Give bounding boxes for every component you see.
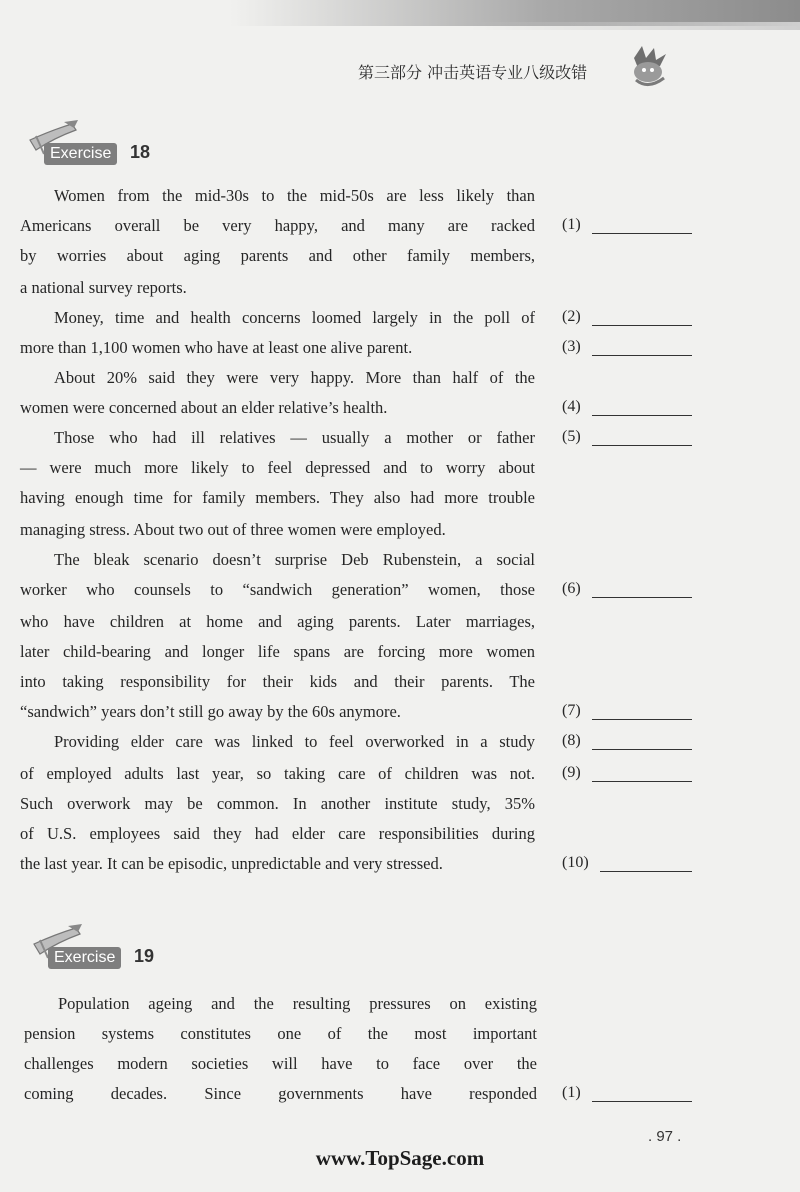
- passage-line: into taking responsibility for their kids and their parents. The: [20, 672, 535, 691]
- header-decorative-band-lower: [470, 22, 800, 30]
- blank-underline: [592, 415, 692, 416]
- exercise-19-number: 19: [134, 946, 155, 966]
- page-header-title: 第三部分 冲击英语专业八级改错: [358, 63, 588, 82]
- exercise-18-number: 18: [130, 142, 151, 162]
- blank-underline: [592, 445, 692, 446]
- passage-line: by worries about aging parents and other family members,: [20, 246, 535, 265]
- passage-line: Americans overall be very happy, and many are racked: [20, 216, 535, 235]
- blank-underline: [592, 781, 692, 782]
- blank-underline: [592, 597, 692, 598]
- answer-blank-2[interactable]: [562, 308, 692, 328]
- passage-line: challenges modern societies will have to face over the: [24, 1054, 537, 1073]
- blank-label: (1): [562, 1084, 581, 1101]
- passage-line: Providing elder care was linked to feel overworked in a study: [54, 732, 535, 751]
- answer-blank-1[interactable]: [562, 216, 692, 236]
- exercise-19-badge: [26, 924, 176, 974]
- passage-line: coming decades. Since governments have responded: [24, 1084, 537, 1103]
- answer-blank-7[interactable]: [562, 702, 692, 722]
- blank-label: (2): [562, 308, 581, 325]
- passage-line: About 20% said they were very happy. More than half of the: [54, 368, 535, 387]
- blank-label: (6): [562, 580, 581, 597]
- passage-line: of employed adults last year, so taking care of children was not.: [20, 764, 535, 783]
- passage-line: “sandwich” years don’t still go away by the 60s anymore.: [20, 702, 401, 721]
- answer-blank-10[interactable]: [562, 854, 692, 874]
- page-number: . 97 .: [648, 1128, 682, 1145]
- answer-blank-6[interactable]: [562, 580, 692, 600]
- passage-line: worker who counsels to “sandwich generation” women, those: [20, 580, 535, 599]
- passage-line: The bleak scenario doesn’t surprise Deb Rubenstein, a social: [54, 550, 535, 569]
- passage-line: Such overwork may be common. In another institute study, 35%: [20, 794, 535, 813]
- passage-line: having enough time for family members. They also had more trouble: [20, 488, 535, 507]
- blank-underline: [592, 233, 692, 234]
- exercise-18-label: Exercise: [44, 143, 117, 165]
- blank-label: (1): [562, 216, 581, 233]
- blank-underline: [592, 1101, 692, 1102]
- exercise-19-label: Exercise: [48, 947, 121, 969]
- blank-label: (7): [562, 702, 581, 719]
- answer-blank-5[interactable]: [562, 428, 692, 448]
- page-header: [330, 58, 670, 86]
- passage-line: later child-bearing and longer life spans are forcing more women: [20, 642, 535, 661]
- blank-underline: [592, 749, 692, 750]
- blank-underline: [600, 871, 692, 872]
- passage-line: of U.S. employees said they had elder care responsibilities during: [20, 824, 535, 843]
- answer-blank-8[interactable]: [562, 732, 692, 752]
- passage-line: who have children at home and aging parents. Later marriages,: [20, 612, 535, 631]
- passage-line: managing stress. About two out of three women were employed.: [20, 520, 446, 539]
- passage-line: the last year. It can be episodic, unpredictable and very stressed.: [20, 854, 443, 873]
- blank-label: (4): [562, 398, 581, 415]
- answer-blank-19-1[interactable]: [562, 1084, 692, 1104]
- answer-blank-4[interactable]: [562, 398, 692, 418]
- passage-line: more than 1,100 women who have at least one alive parent.: [20, 338, 413, 357]
- blank-label: (10): [562, 854, 589, 871]
- answer-blank-9[interactable]: [562, 764, 692, 784]
- answer-blank-3[interactable]: [562, 338, 692, 358]
- blank-underline: [592, 719, 692, 720]
- blank-label: (3): [562, 338, 581, 355]
- cartoon-mascot-icon: [626, 44, 670, 90]
- blank-underline: [592, 355, 692, 356]
- blank-label: (8): [562, 732, 581, 749]
- passage-line: Money, time and health concerns loomed largely in the poll of: [54, 308, 535, 327]
- footer-url: www.TopSage.com: [315, 1146, 485, 1170]
- passage-line: Women from the mid-30s to the mid-50s are less likely than: [54, 186, 535, 205]
- passage-line: a national survey reports.: [20, 278, 187, 297]
- passage-line: Those who had ill relatives — usually a mother or father: [54, 428, 535, 447]
- blank-underline: [592, 325, 692, 326]
- blank-label: (5): [562, 428, 581, 445]
- passage-line: Population ageing and the resulting pressures on existing: [58, 994, 537, 1013]
- passage-line: women were concerned about an elder relative’s health.: [20, 398, 388, 417]
- passage-line: pension systems constitutes one of the most important: [24, 1024, 537, 1043]
- exercise-18-badge: [22, 120, 172, 170]
- passage-line: — were much more likely to feel depressed and to worry about: [20, 458, 535, 477]
- blank-label: (9): [562, 764, 581, 781]
